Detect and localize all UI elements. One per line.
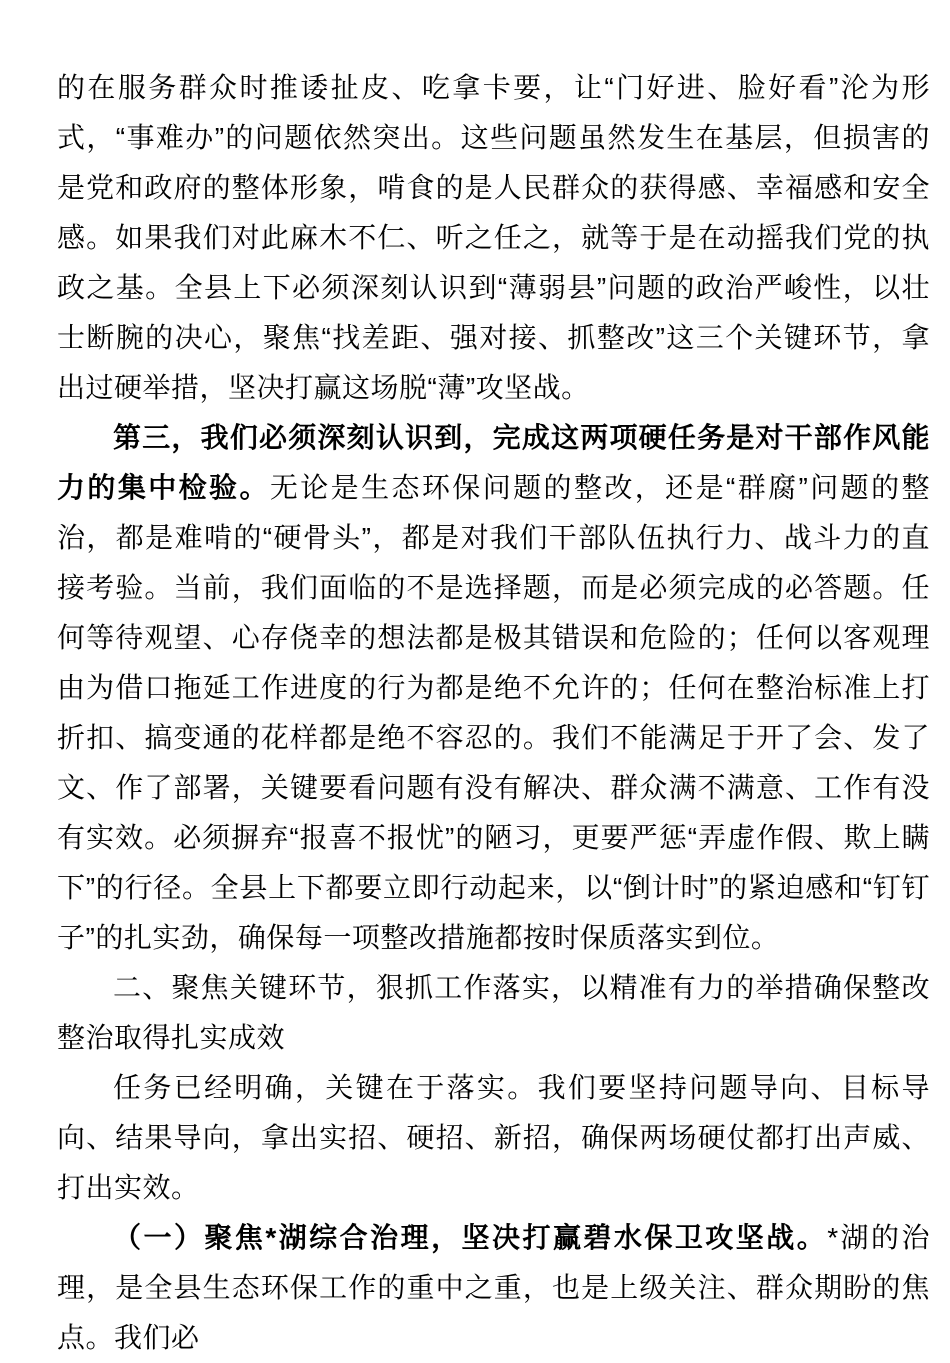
- paragraph-text: 任务已经明确，关键在于落实。我们要坚持问题导向、目标导向、结果导向，拿出实招、硬招、新招，确保两场硬仗都打出声威、打出实效。: [57, 1072, 930, 1203]
- paragraph-text: *湖的治理，是全县生态环保工作的重中之重，也是上级关注、群众期盼的焦点。我们必: [57, 1222, 930, 1353]
- heading-text: 二、聚焦关键环节，狠抓工作落实，以精准有力的举措确保整改整治取得扎实成效: [57, 972, 930, 1053]
- paragraph-lake-governance: [57, 1213, 930, 1363]
- paragraph-text: 无论是生态环保问题的整改，还是“群腐”问题的整治，都是难啃的“硬骨头”，都是对我们干部队伍执行力、战斗力的直接考验。当前，我们面临的不是选择题，而是必须完成的必答题。任何等待观望、心存侥幸的想法都是极其错误和危险的；任何以客观理由为借口拖延工作进度的行为都是绝不允许的；任何在整治标准上打折扣、搞变通的花样都是绝不容忍的。我们不能满足于开了会、发了文、作了部署，关键要看问题有没有解决、群众满不满意、工作有没有实效。必须摒弃“报喜不报忧”的陋习，更要严惩“弄虚作假、欺上瞒下”的行径。全县上下都要立即行动起来，以“倒计时”的紧迫感和“钉钉子”的扎实劲，确保每一项整改措施都按时保质落实到位。: [57, 472, 930, 953]
- paragraph-bold-lead: （一）聚焦*湖综合治理，坚决打赢碧水保卫攻坚战。: [113, 1222, 828, 1253]
- paragraph-continuation: [57, 63, 930, 413]
- document-body: [57, 63, 930, 1363]
- heading-section-two: [57, 963, 930, 1063]
- paragraph-bold-lead: 第三，我们必须深刻认识到，完成这两项硬任务是对干部作风能力的集中检验。: [57, 422, 930, 503]
- paragraph-task-implementation: [57, 1063, 930, 1213]
- paragraph-text: 的在服务群众时推诿扯皮、吃拿卡要，让“门好进、脸好看”沦为形式，“事难办”的问题依然突出。这些问题虽然发生在基层，但损害的是党和政府的整体形象，啃食的是人民群众的获得感、幸福感和安全感。如果我们对此麻木不仁、听之任之，就等于是在动摇我们党的执政之基。全县上下必须深刻认识到“薄弱县”问题的政治严峻性，以壮士断腕的决心，聚焦“找差距、强对接、抓整改”这三个关键环节，拿出过硬举措，坚决打赢这场脱“薄”攻坚战。: [57, 72, 930, 403]
- paragraph-third-point: [57, 413, 930, 963]
